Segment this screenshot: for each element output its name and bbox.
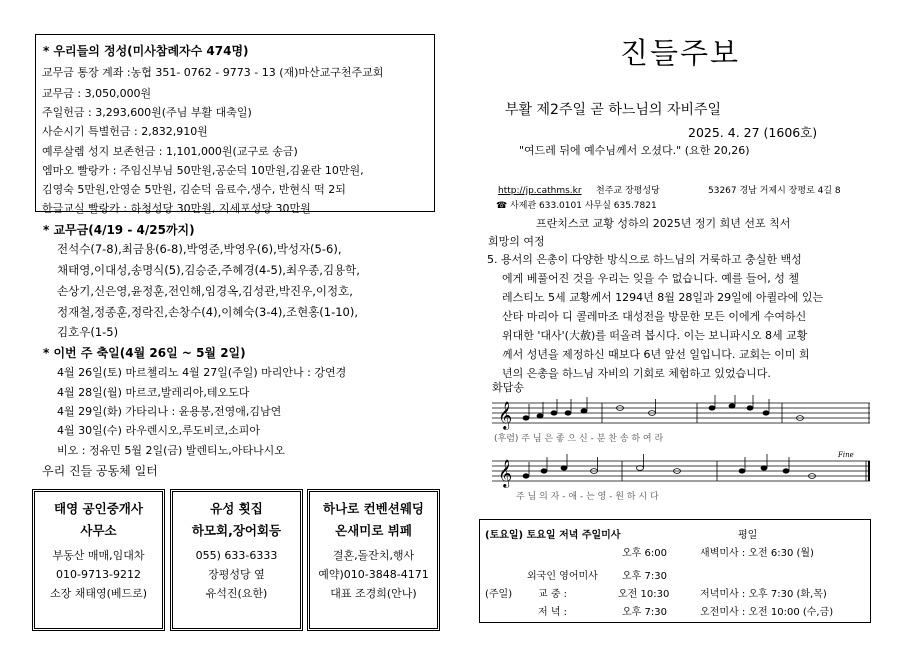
dues-line: 손상기,신은영,윤정훈,전인해,임경옥,김성관,박진우,이정호, bbox=[57, 284, 353, 298]
schedule-eve-time: 오후 7:30 bbox=[622, 607, 667, 618]
business-line: 사무소 bbox=[80, 523, 117, 538]
hymn-lyric: (후렴) 주 님 은 좋 으 신 - 분 찬 송 하 여 라 bbox=[494, 434, 664, 444]
business-line: 010-9713-9212 bbox=[56, 568, 141, 581]
business-line: 055) 633-6333 bbox=[195, 549, 278, 562]
article-line: 께서 성년을 제정하신 때보다 6년 앞선 일입니다. 교회는 이미 희 bbox=[502, 348, 810, 361]
dues-line: 전석수(7-8),최금용(6-8),박영준,박영우(6),박성자(5-6), bbox=[57, 242, 342, 256]
article-line: 5. 용서의 은총이 다양한 방식으로 하느님의 거룩하고 충실한 백성 bbox=[487, 253, 802, 266]
feast-line: 4월 26일(토) 마르첼리노 4월 27일(주일) 마리안나 : 강연경 bbox=[57, 366, 347, 379]
dues-heading: * 교무금(4/19 - 4/25까지) bbox=[43, 223, 195, 237]
treble-clef-icon: 𝄞 bbox=[498, 459, 513, 487]
offering-line: 엠마오 빨랑카 : 주임신부님 50만원,공순덕 10만원,김윤란 10만원, bbox=[42, 164, 364, 177]
business-line: 온새미로 뷔페 bbox=[335, 523, 412, 538]
parish-phone: ☎ 사제관 633.0101 사무실 635.7821 bbox=[496, 201, 657, 211]
dues-line: 김호우(1-5) bbox=[57, 325, 119, 339]
schedule-school-time: 오전 10:30 bbox=[618, 589, 670, 600]
dues-line: 채태영,이대성,송명식(5),김승준,주혜경(4-5),최우종,김용학, bbox=[57, 263, 360, 277]
offering-line: 주일헌금 : 3,293,600원(주님 부활 대축일) bbox=[42, 106, 252, 119]
schedule-school: 교 중 : bbox=[538, 589, 568, 600]
business-card bbox=[307, 489, 440, 631]
article-line: 레스티노 5세 교황께서 1294년 8월 28일과 29일에 아퀼라에 있는 bbox=[502, 291, 824, 304]
dues-line: 정재철,정종훈,정락진,손창수(4),이혜숙(3-4),조현홍(1-10), bbox=[57, 305, 359, 319]
staff-top bbox=[492, 403, 870, 423]
website-link[interactable]: http://jp.cathms.kr bbox=[498, 186, 582, 196]
schedule-dawn: 새벽미사 : 오전 6:30 (월) bbox=[700, 548, 814, 559]
issue-date: 2025. 4. 27 (1606호) bbox=[688, 125, 818, 140]
hymn-lyric: 주 님 의 자 - 애 - 는 영 - 원 하 시 다 bbox=[516, 492, 659, 502]
article-line: 에게 베풀어진 것을 우리는 잊을 수 없습니다. 예를 들어, 성 첼 bbox=[502, 272, 799, 285]
schedule-sat: (토요일) 토요일 저녁 주일미사 bbox=[485, 530, 621, 541]
schedule-weekday-label: 평일 bbox=[738, 530, 758, 541]
business-line: 장평성당 옆 bbox=[208, 568, 265, 581]
parish-name: 천주교 장평성당 bbox=[596, 186, 660, 196]
business-line: 하모회,장어회등 bbox=[191, 523, 282, 538]
schedule-foreign-time: 오후 7:30 bbox=[622, 571, 667, 582]
gospel-quote: "여드레 뒤에 예수님께서 오셨다." (요한 20,26) bbox=[519, 144, 750, 157]
sheet-music bbox=[492, 395, 870, 507]
parish-address: 53267 경남 거제시 장평로 4길 8 bbox=[708, 186, 841, 196]
business-card bbox=[32, 489, 165, 631]
business-name: 하나로 컨벤션웨딩 bbox=[323, 501, 424, 516]
article-title: 프란치스코 교황 성하의 2025년 정기 희년 선포 칙서 bbox=[536, 217, 791, 230]
feast-line: 비오 : 정유민 5월 2일(금) 발렌티노,아타나시오 bbox=[57, 444, 285, 457]
article-line: 년의 은총을 하느님 자비의 기회로 체험하고 있었습니다. bbox=[502, 367, 771, 380]
offering-line: 사순시기 특별헌금 : 2,832,910원 bbox=[42, 125, 208, 138]
offering-line: 교무금 : 3,050,000원 bbox=[42, 87, 152, 100]
business-line: 부동산 매매,임대차 bbox=[52, 549, 145, 562]
community-label: 우리 진들 공동체 일터 bbox=[42, 464, 158, 478]
business-line: 소장 채태영(베드로) bbox=[49, 587, 148, 600]
offering-line: 한글교실 빨랑카 : 하청성당 30만원, 지세포성당 30만원 bbox=[42, 202, 311, 215]
article-line: 산타 마리아 디 콜레마조 대성전을 방문한 모든 이에게 수여하신 bbox=[502, 310, 807, 323]
article-line: 위대한 '대사'(大赦)를 떠올려 봅시다. 이는 보니파시오 8세 교황 bbox=[502, 329, 808, 342]
business-line: 유석진(요한) bbox=[205, 587, 268, 600]
sunday-title: 부활 제2주일 곧 하느님의 자비주일 bbox=[505, 102, 722, 118]
bulletin-title: 진들주보 bbox=[620, 36, 741, 70]
offering-line: 예루살렘 성지 보존헌금 : 1,101,000원(교구로 송금) bbox=[42, 145, 298, 158]
business-name: 유성 횟집 bbox=[210, 501, 263, 516]
business-line: 예약)010-3848-4171 bbox=[318, 568, 429, 581]
offering-line: 김영숙 5만원,안영순 5만원, 김순덕 음료수,생수, 반현식 떡 2되 bbox=[42, 183, 346, 196]
schedule-eve: 저 녁 : bbox=[538, 607, 568, 618]
offering-line: 교무금 통장 계좌 :농협 351- 0762 - 9773 - 13 (재)마산교구천주교회 bbox=[42, 66, 384, 79]
article-subtitle: 희망의 여정 bbox=[488, 235, 545, 248]
feast-line: 4월 30일(수) 라우렌시오,루도비코,소피아 bbox=[57, 424, 260, 437]
schedule-morning: 오전미사 : 오전 10:00 (수,금) bbox=[700, 607, 834, 618]
fine-marker: Fine bbox=[838, 451, 854, 459]
business-card bbox=[170, 489, 303, 631]
schedule-sun-label: (주일) bbox=[485, 589, 513, 600]
offering-heading: * 우리들의 정성(미사참례자수 474명) bbox=[43, 44, 249, 58]
schedule-sat-time: 오후 6:00 bbox=[622, 548, 667, 559]
feast-line: 4월 29일(화) 가타리나 : 윤용봉,전영애,김남연 bbox=[57, 405, 282, 418]
feast-heading: * 이번 주 축일(4월 26일 ~ 5월 2일) bbox=[43, 346, 246, 360]
business-line: 대표 조경희(안나) bbox=[330, 587, 417, 600]
treble-clef-icon: 𝄞 bbox=[498, 401, 513, 429]
schedule-foreign: 외국인 영어미사 bbox=[527, 571, 598, 582]
feast-line: 4월 28일(월) 마르코,발레리아,테오도다 bbox=[57, 386, 250, 399]
business-line: 결혼,돌잔치,행사 bbox=[332, 549, 415, 562]
business-name: 태영 공인중개사 bbox=[54, 501, 143, 516]
hymn-label: 화답송 bbox=[492, 381, 524, 394]
schedule-evening: 저녁미사 : 오후 7:30 (화,목) bbox=[700, 589, 827, 600]
